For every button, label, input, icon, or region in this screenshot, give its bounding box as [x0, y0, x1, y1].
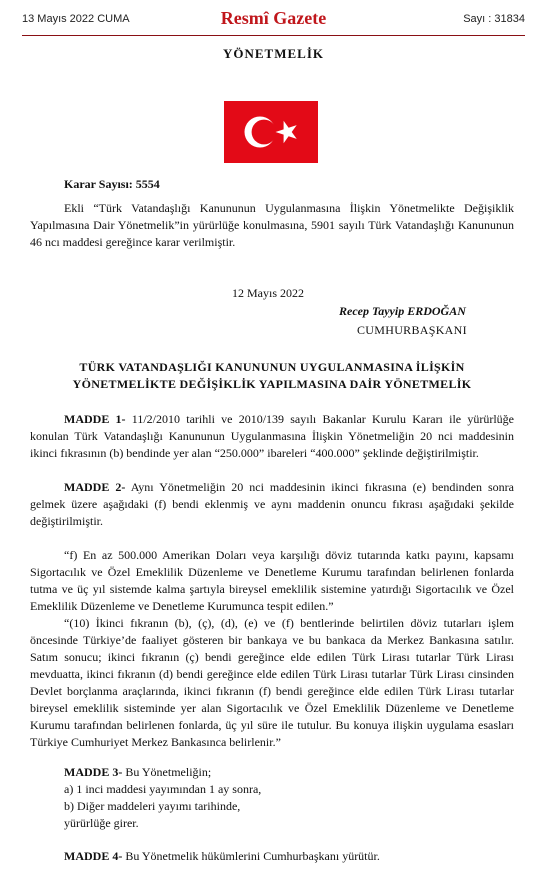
article-3-item-a: a) 1 inci maddesi yayımından 1 ay sonra,: [64, 782, 262, 796]
article-2-label: MADDE 2-: [64, 480, 126, 494]
signature-date: 12 Mayıs 2022: [232, 286, 304, 300]
decision-number: Karar Sayısı: 5554: [64, 177, 160, 191]
regulation-title-line-1: TÜRK VATANDAŞLIĞI KANUNUNUN UYGULANMASINA İLİŞKİN: [79, 360, 465, 374]
article-2: [30, 479, 514, 530]
article-3-text: Bu Yönetmeliğin;: [122, 765, 212, 779]
article-2-quote-f: “f) En az 500.000 Amerikan Doları veya karşılığı döviz tutarında katkı payını, kapsamı Sigortacılık ve Özel Emeklilik Düzenleme ve Denetleme Kurumu tarafından belirlenen fonlarda tutma ve üç yıl sistemde kalma şartıyla bireysel emeklilik sistemine yatırdığı Sigortacılık ve Özel Emeklilik Düzenleme ve Denetleme Kurumunca tespit edilen.”: [30, 548, 514, 613]
article-3-closing: yürürlüğe girer.: [64, 816, 139, 830]
article-2-text: Aynı Yönetmeliğin 20 nci maddesinin ikinci fıkrasına (e) bendinden sonra gelmek üzere aşağıdaki (f) bendi eklenmiş ve aynı maddenin onuncu fıkrası aşağıdaki şekilde değiştirilmiştir.: [30, 480, 515, 528]
regulation-title-line-2: YÖNETMELİKTE DEĞİŞİKLİK YAPILMASINA DAİR YÖNETMELİK: [72, 377, 472, 391]
signer-name: Recep Tayyip ERDOĞAN: [339, 304, 466, 318]
issue-number: Sayı : 31834: [463, 13, 525, 25]
article-4-label: MADDE 4-: [64, 849, 123, 863]
intro-paragraph: Ekli “Türk Vatandaşlığı Kanununun Uygulanmasına İlişkin Yönetmelikte Değişiklik Yapılmasına Dair Yönetmelik”in yürürlüğe konulmasına, 5901 sayılı Türk Vatandaşlığı Kanununun 46 ncı maddesi gereğince karar verilmiştir.: [30, 201, 514, 249]
article-1-text: 11/2/2010 tarihli ve 2010/139 sayılı Bakanlar Kurulu Kararı ile yürürlüğe konulan Türk Vatandaşlığı Kanununun Uygulanmasına İlişkin Yönetmeliğin 20 nci maddesinin ikinci fıkrasının (b) bendinde yer alan “250.000” ibareleri “400.000” şeklinde değiştirilmiştir.: [30, 412, 515, 460]
article-3-item-b: b) Diğer maddeleri yayımı tarihinde,: [64, 799, 241, 813]
regulation-title: [30, 359, 514, 393]
signer-title: CUMHURBAŞKANI: [357, 323, 467, 337]
turkish-flag-icon: [224, 101, 318, 163]
article-2-quote-10: “(10) İkinci fıkranın (b), (ç), (d), (e) ve (f) bentlerinde belirtilen döviz tutarları işlem öncesinde Türkiye’de faaliyet gösteren bir bankaya ve bu bankaca da Merkez Bankasına satılır. Satım sonucu; ikinci fıkranın (ç) bendi gereğince elde edilen Türk Lirası tutarlar Türk Lirası mevduatta, ikinci fıkranın (d) bendi gereğince elde edilen Türk Lirası tutarlar Türk Lirası cinsinden Devlet borçlanma araçlarında, ikinci fıkranın (f) bendi gereğince elde edilen Türk Lirası tutarlar bireysel emeklilik sisteminde yer alan Sigortacılık ve Özel Emeklilik Düzenleme ve Denetleme Kurumu tarafından belirlenen fonlarda, üç yıl süre ile tutulur. Bu konuya ilişkin uygulama esasları Türkiye Cumhuriyet Merkez Bankasınca belirlenir.”: [30, 616, 514, 749]
article-4-text: Bu Yönetmelik hükümlerini Cumhurbaşkanı yürütür.: [122, 849, 380, 863]
article-3: [64, 765, 211, 780]
article-1-label: MADDE 1-: [64, 412, 126, 426]
gazette-title: Resmî Gazete: [220, 8, 327, 28]
article-3-label: MADDE 3-: [64, 765, 123, 779]
article-4: [64, 849, 380, 864]
article-1: [30, 411, 514, 462]
issue-date: 13 Mayıs 2022 CUMA: [22, 13, 130, 25]
section-title: YÖNETMELİK: [222, 46, 324, 61]
masthead: [0, 0, 547, 38]
masthead-divider: [22, 35, 525, 36]
